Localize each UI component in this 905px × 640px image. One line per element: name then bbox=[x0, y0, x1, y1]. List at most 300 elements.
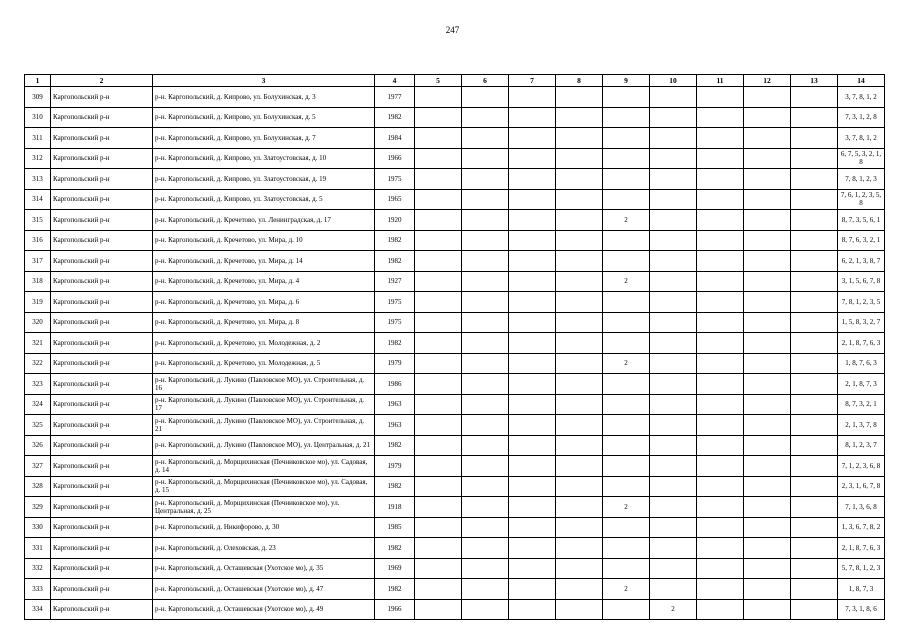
district-cell: Каргопольский р-н bbox=[51, 210, 153, 231]
col11-cell bbox=[697, 148, 744, 169]
table-row bbox=[25, 271, 885, 292]
col13-cell bbox=[791, 394, 838, 415]
col6-cell bbox=[462, 251, 509, 272]
col9-cell bbox=[603, 333, 650, 354]
col8-cell bbox=[556, 230, 603, 251]
col7-cell bbox=[509, 271, 556, 292]
col5-cell bbox=[415, 251, 462, 272]
col11-cell bbox=[697, 476, 744, 497]
col11-cell bbox=[697, 456, 744, 477]
year-cell: 1927 bbox=[375, 271, 415, 292]
col6-cell bbox=[462, 558, 509, 579]
col10-cell bbox=[650, 169, 697, 190]
col7-cell bbox=[509, 374, 556, 395]
col5-cell bbox=[415, 353, 462, 374]
col11-cell bbox=[697, 292, 744, 313]
col13-cell bbox=[791, 333, 838, 354]
col6-cell bbox=[462, 210, 509, 231]
col12-cell bbox=[744, 579, 791, 600]
col12-cell bbox=[744, 251, 791, 272]
col9-cell: 2 bbox=[603, 579, 650, 600]
col11-cell bbox=[697, 435, 744, 456]
col6-cell bbox=[462, 312, 509, 333]
col7-cell bbox=[509, 148, 556, 169]
col12-cell bbox=[744, 394, 791, 415]
col8-cell bbox=[556, 292, 603, 313]
col5-cell bbox=[415, 558, 462, 579]
address-cell: р-н. Каргопольский, д. Кречетово, ул. Молодежная, д. 2 bbox=[153, 333, 375, 354]
col10-cell bbox=[650, 353, 697, 374]
col8-cell bbox=[556, 394, 603, 415]
col9-cell bbox=[603, 415, 650, 436]
col6-cell bbox=[462, 148, 509, 169]
col8-cell bbox=[556, 251, 603, 272]
col5-cell bbox=[415, 579, 462, 600]
col10-cell bbox=[650, 251, 697, 272]
table-row bbox=[25, 128, 885, 149]
col12-cell bbox=[744, 476, 791, 497]
col5-cell bbox=[415, 374, 462, 395]
col10-cell bbox=[650, 271, 697, 292]
row-number: 316 bbox=[25, 230, 51, 251]
row-number: 325 bbox=[25, 415, 51, 436]
col5-cell bbox=[415, 476, 462, 497]
year-cell: 1984 bbox=[375, 128, 415, 149]
column-header-7: 7 bbox=[509, 75, 556, 87]
row-number: 329 bbox=[25, 497, 51, 518]
col7-cell bbox=[509, 210, 556, 231]
col12-cell bbox=[744, 87, 791, 108]
col13-cell bbox=[791, 189, 838, 210]
district-cell: Каргопольский р-н bbox=[51, 538, 153, 559]
col7-cell bbox=[509, 394, 556, 415]
col6-cell bbox=[462, 169, 509, 190]
district-cell: Каргопольский р-н bbox=[51, 292, 153, 313]
col7-cell bbox=[509, 456, 556, 477]
col7-cell bbox=[509, 476, 556, 497]
codes-cell: 7, 3, 1, 2, 8 bbox=[838, 107, 885, 128]
col5-cell bbox=[415, 394, 462, 415]
col7-cell bbox=[509, 558, 556, 579]
col9-cell bbox=[603, 169, 650, 190]
col12-cell bbox=[744, 599, 791, 620]
col8-cell bbox=[556, 312, 603, 333]
col7-cell bbox=[509, 230, 556, 251]
col13-cell bbox=[791, 312, 838, 333]
col7-cell bbox=[509, 497, 556, 518]
codes-cell: 2, 1, 3, 7, 8 bbox=[838, 415, 885, 436]
col5-cell bbox=[415, 189, 462, 210]
col6-cell bbox=[462, 599, 509, 620]
col11-cell bbox=[697, 538, 744, 559]
col11-cell bbox=[697, 230, 744, 251]
year-cell: 1975 bbox=[375, 169, 415, 190]
col9-cell: 2 bbox=[603, 353, 650, 374]
table-row bbox=[25, 251, 885, 272]
col11-cell bbox=[697, 394, 744, 415]
codes-cell: 6, 2, 1, 3, 8, 7 bbox=[838, 251, 885, 272]
col9-cell bbox=[603, 107, 650, 128]
table-row bbox=[25, 148, 885, 169]
col9-cell bbox=[603, 456, 650, 477]
row-number: 328 bbox=[25, 476, 51, 497]
col13-cell bbox=[791, 415, 838, 436]
district-cell: Каргопольский р-н bbox=[51, 517, 153, 538]
address-cell: р-н. Каргопольский, д. Кипрово, ул. Болухинская, д. 5 bbox=[153, 107, 375, 128]
col6-cell bbox=[462, 415, 509, 436]
row-number: 324 bbox=[25, 394, 51, 415]
district-cell: Каргопольский р-н bbox=[51, 353, 153, 374]
table-row bbox=[25, 107, 885, 128]
address-cell: р-н. Каргопольский, д. Осташевская (Ухотское мо), д. 49 bbox=[153, 599, 375, 620]
table-row bbox=[25, 374, 885, 395]
col11-cell bbox=[697, 415, 744, 436]
col10-cell bbox=[650, 148, 697, 169]
district-cell: Каргопольский р-н bbox=[51, 374, 153, 395]
col7-cell bbox=[509, 107, 556, 128]
col9-cell bbox=[603, 230, 650, 251]
year-cell: 1965 bbox=[375, 189, 415, 210]
row-number: 310 bbox=[25, 107, 51, 128]
col6-cell bbox=[462, 435, 509, 456]
district-cell: Каргопольский р-н bbox=[51, 497, 153, 518]
district-cell: Каргопольский р-н bbox=[51, 599, 153, 620]
table-row bbox=[25, 189, 885, 210]
codes-cell: 1, 3, 6, 7, 8, 2 bbox=[838, 517, 885, 538]
col9-cell bbox=[603, 292, 650, 313]
page-number: 247 bbox=[445, 25, 460, 35]
address-cell: р-н. Каргопольский, д. Лукино (Павловское МО), ул. Центральная, д. 21 bbox=[153, 435, 375, 456]
col12-cell bbox=[744, 107, 791, 128]
col12-cell bbox=[744, 230, 791, 251]
table-row bbox=[25, 210, 885, 231]
col8-cell bbox=[556, 333, 603, 354]
col11-cell bbox=[697, 353, 744, 374]
col10-cell bbox=[650, 394, 697, 415]
col9-cell bbox=[603, 87, 650, 108]
col11-cell bbox=[697, 599, 744, 620]
column-header-13: 13 bbox=[791, 75, 838, 87]
col7-cell bbox=[509, 189, 556, 210]
col5-cell bbox=[415, 599, 462, 620]
column-header-10: 10 bbox=[650, 75, 697, 87]
district-cell: Каргопольский р-н bbox=[51, 312, 153, 333]
year-cell: 1982 bbox=[375, 230, 415, 251]
address-cell: р-н. Каргопольский, д. Лукино (Павловское МО), ул. Строительная, д. 17 bbox=[153, 394, 375, 415]
year-cell: 1975 bbox=[375, 292, 415, 313]
row-number: 330 bbox=[25, 517, 51, 538]
col8-cell bbox=[556, 599, 603, 620]
col5-cell bbox=[415, 497, 462, 518]
col6-cell bbox=[462, 128, 509, 149]
year-cell: 1920 bbox=[375, 210, 415, 231]
codes-cell: 5, 7, 8, 1, 2, 3 bbox=[838, 558, 885, 579]
col12-cell bbox=[744, 558, 791, 579]
col5-cell bbox=[415, 312, 462, 333]
col8-cell bbox=[556, 435, 603, 456]
col12-cell bbox=[744, 353, 791, 374]
col6-cell bbox=[462, 333, 509, 354]
address-cell: р-н. Каргопольский, д. Осташевская (Ухотское мо), д. 47 bbox=[153, 579, 375, 600]
col6-cell bbox=[462, 517, 509, 538]
district-cell: Каргопольский р-н bbox=[51, 476, 153, 497]
year-cell: 1963 bbox=[375, 394, 415, 415]
col9-cell bbox=[603, 251, 650, 272]
col12-cell bbox=[744, 312, 791, 333]
row-number: 318 bbox=[25, 271, 51, 292]
year-cell: 1969 bbox=[375, 558, 415, 579]
codes-cell: 1, 8, 7, 3 bbox=[838, 579, 885, 600]
col13-cell bbox=[791, 538, 838, 559]
codes-cell: 1, 8, 7, 6, 3 bbox=[838, 353, 885, 374]
district-cell: Каргопольский р-н bbox=[51, 148, 153, 169]
col12-cell bbox=[744, 415, 791, 436]
col13-cell bbox=[791, 558, 838, 579]
address-cell: р-н. Каргопольский, д. Морщихинская (Печниковское мо), ул. Садовая, д. 14 bbox=[153, 456, 375, 477]
col11-cell bbox=[697, 333, 744, 354]
district-cell: Каргопольский р-н bbox=[51, 169, 153, 190]
col7-cell bbox=[509, 333, 556, 354]
year-cell: 1979 bbox=[375, 456, 415, 477]
district-cell: Каргопольский р-н bbox=[51, 456, 153, 477]
year-cell: 1982 bbox=[375, 333, 415, 354]
col8-cell bbox=[556, 538, 603, 559]
address-cell: р-н. Каргопольский, д. Кречетово, ул. Мира, д. 14 bbox=[153, 251, 375, 272]
col9-cell bbox=[603, 599, 650, 620]
district-cell: Каргопольский р-н bbox=[51, 558, 153, 579]
address-cell: р-н. Каргопольский, д. Кипрово, ул. Златоустовская, д. 19 bbox=[153, 169, 375, 190]
col8-cell bbox=[556, 148, 603, 169]
codes-cell: 6, 7, 5, 3, 2, 1, 8 bbox=[838, 148, 885, 169]
codes-cell: 3, 7, 8, 1, 2 bbox=[838, 128, 885, 149]
column-header-6: 6 bbox=[462, 75, 509, 87]
address-cell: р-н. Каргопольский, д. Кречетово, ул. Мира, д. 4 bbox=[153, 271, 375, 292]
col13-cell bbox=[791, 87, 838, 108]
col7-cell bbox=[509, 517, 556, 538]
codes-cell: 7, 1, 3, 6, 8 bbox=[838, 497, 885, 518]
address-cell: р-н. Каргопольский, д. Кречетово, ул. Мира, д. 6 bbox=[153, 292, 375, 313]
table-row bbox=[25, 435, 885, 456]
district-cell: Каргопольский р-н bbox=[51, 579, 153, 600]
col8-cell bbox=[556, 87, 603, 108]
address-cell: р-н. Каргопольский, д. Морщихинская (Печниковское мо), ул. Центральная, д. 25 bbox=[153, 497, 375, 518]
col5-cell bbox=[415, 87, 462, 108]
col7-cell bbox=[509, 599, 556, 620]
col6-cell bbox=[462, 456, 509, 477]
col10-cell bbox=[650, 558, 697, 579]
col11-cell bbox=[697, 189, 744, 210]
col12-cell bbox=[744, 169, 791, 190]
col5-cell bbox=[415, 517, 462, 538]
col12-cell bbox=[744, 517, 791, 538]
column-header-14: 14 bbox=[838, 75, 885, 87]
year-cell: 1966 bbox=[375, 599, 415, 620]
year-cell: 1977 bbox=[375, 87, 415, 108]
year-cell: 1966 bbox=[375, 148, 415, 169]
row-number: 322 bbox=[25, 353, 51, 374]
row-number: 319 bbox=[25, 292, 51, 313]
col6-cell bbox=[462, 189, 509, 210]
row-number: 321 bbox=[25, 333, 51, 354]
col13-cell bbox=[791, 292, 838, 313]
col7-cell bbox=[509, 353, 556, 374]
district-cell: Каргопольский р-н bbox=[51, 87, 153, 108]
col9-cell bbox=[603, 128, 650, 149]
col6-cell bbox=[462, 292, 509, 313]
col10-cell bbox=[650, 415, 697, 436]
column-header-2: 2 bbox=[51, 75, 153, 87]
col5-cell bbox=[415, 415, 462, 436]
col8-cell bbox=[556, 579, 603, 600]
col7-cell bbox=[509, 538, 556, 559]
col13-cell bbox=[791, 210, 838, 231]
col9-cell bbox=[603, 189, 650, 210]
col6-cell bbox=[462, 107, 509, 128]
col13-cell bbox=[791, 435, 838, 456]
col11-cell bbox=[697, 210, 744, 231]
col8-cell bbox=[556, 271, 603, 292]
row-number: 323 bbox=[25, 374, 51, 395]
col5-cell bbox=[415, 333, 462, 354]
registry-table bbox=[24, 74, 885, 620]
col10-cell bbox=[650, 210, 697, 231]
col11-cell bbox=[697, 87, 744, 108]
col13-cell bbox=[791, 476, 838, 497]
codes-cell: 2, 3, 1, 6, 7, 8 bbox=[838, 476, 885, 497]
col11-cell bbox=[697, 128, 744, 149]
col12-cell bbox=[744, 210, 791, 231]
col12-cell bbox=[744, 292, 791, 313]
row-number: 333 bbox=[25, 579, 51, 600]
col5-cell bbox=[415, 169, 462, 190]
codes-cell: 8, 7, 3, 2, 1 bbox=[838, 394, 885, 415]
table-row bbox=[25, 538, 885, 559]
col10-cell bbox=[650, 87, 697, 108]
table-row bbox=[25, 169, 885, 190]
col11-cell bbox=[697, 107, 744, 128]
table-row bbox=[25, 579, 885, 600]
district-cell: Каргопольский р-н bbox=[51, 251, 153, 272]
col8-cell bbox=[556, 517, 603, 538]
col9-cell bbox=[603, 435, 650, 456]
address-cell: р-н. Каргопольский, д. Кречетово, ул. Ленинградская, д. 17 bbox=[153, 210, 375, 231]
col6-cell bbox=[462, 271, 509, 292]
col9-cell: 2 bbox=[603, 271, 650, 292]
column-header-3: 3 bbox=[153, 75, 375, 87]
col8-cell bbox=[556, 456, 603, 477]
col10-cell bbox=[650, 497, 697, 518]
col13-cell bbox=[791, 128, 838, 149]
row-number: 315 bbox=[25, 210, 51, 231]
codes-cell: 2, 1, 8, 7, 6, 3 bbox=[838, 538, 885, 559]
col9-cell bbox=[603, 148, 650, 169]
codes-cell: 7, 6, 1, 2, 3, 5, 8 bbox=[838, 189, 885, 210]
year-cell: 1918 bbox=[375, 497, 415, 518]
col9-cell: 2 bbox=[603, 497, 650, 518]
address-cell: р-н. Каргопольский, д. Кипрово, ул. Болухинская, д. 7 bbox=[153, 128, 375, 149]
district-cell: Каргопольский р-н bbox=[51, 333, 153, 354]
table-row bbox=[25, 599, 885, 620]
table-row bbox=[25, 87, 885, 108]
district-cell: Каргопольский р-н bbox=[51, 128, 153, 149]
col12-cell bbox=[744, 497, 791, 518]
table-row bbox=[25, 456, 885, 477]
col12-cell bbox=[744, 189, 791, 210]
table-row bbox=[25, 558, 885, 579]
col6-cell bbox=[462, 230, 509, 251]
col10-cell bbox=[650, 476, 697, 497]
table-row bbox=[25, 476, 885, 497]
codes-cell: 7, 1, 2, 3, 6, 8 bbox=[838, 456, 885, 477]
year-cell: 1975 bbox=[375, 312, 415, 333]
col8-cell bbox=[556, 497, 603, 518]
col10-cell bbox=[650, 189, 697, 210]
table-row bbox=[25, 353, 885, 374]
col11-cell bbox=[697, 312, 744, 333]
col10-cell: 2 bbox=[650, 599, 697, 620]
col5-cell bbox=[415, 271, 462, 292]
row-number: 320 bbox=[25, 312, 51, 333]
col5-cell bbox=[415, 230, 462, 251]
col10-cell bbox=[650, 435, 697, 456]
year-cell: 1979 bbox=[375, 353, 415, 374]
col8-cell bbox=[556, 476, 603, 497]
table-row bbox=[25, 333, 885, 354]
col10-cell bbox=[650, 333, 697, 354]
col9-cell bbox=[603, 374, 650, 395]
district-cell: Каргопольский р-н bbox=[51, 107, 153, 128]
col9-cell bbox=[603, 476, 650, 497]
row-number: 327 bbox=[25, 456, 51, 477]
col9-cell bbox=[603, 394, 650, 415]
col12-cell bbox=[744, 538, 791, 559]
address-cell: р-н. Каргопольский, д. Олеховская, д. 23 bbox=[153, 538, 375, 559]
district-cell: Каргопольский р-н bbox=[51, 230, 153, 251]
district-cell: Каргопольский р-н bbox=[51, 394, 153, 415]
row-number: 309 bbox=[25, 87, 51, 108]
col7-cell bbox=[509, 169, 556, 190]
col13-cell bbox=[791, 497, 838, 518]
year-cell: 1982 bbox=[375, 476, 415, 497]
col12-cell bbox=[744, 271, 791, 292]
year-cell: 1982 bbox=[375, 435, 415, 456]
district-cell: Каргопольский р-н bbox=[51, 271, 153, 292]
col10-cell bbox=[650, 128, 697, 149]
col13-cell bbox=[791, 148, 838, 169]
row-number: 332 bbox=[25, 558, 51, 579]
codes-cell: 8, 7, 3, 5, 6, 1 bbox=[838, 210, 885, 231]
table-row bbox=[25, 394, 885, 415]
address-cell: р-н. Каргопольский, д. Кречетово, ул. Мира, д. 8 bbox=[153, 312, 375, 333]
year-cell: 1982 bbox=[375, 107, 415, 128]
col6-cell bbox=[462, 538, 509, 559]
codes-cell: 8, 7, 6, 3, 2, 1 bbox=[838, 230, 885, 251]
col6-cell bbox=[462, 497, 509, 518]
col6-cell bbox=[462, 394, 509, 415]
year-cell: 1985 bbox=[375, 517, 415, 538]
col10-cell bbox=[650, 538, 697, 559]
table-row bbox=[25, 312, 885, 333]
row-number: 317 bbox=[25, 251, 51, 272]
col11-cell bbox=[697, 374, 744, 395]
col12-cell bbox=[744, 333, 791, 354]
col10-cell bbox=[650, 312, 697, 333]
col9-cell bbox=[603, 558, 650, 579]
col10-cell bbox=[650, 374, 697, 395]
col8-cell bbox=[556, 353, 603, 374]
col10-cell bbox=[650, 230, 697, 251]
col7-cell bbox=[509, 251, 556, 272]
